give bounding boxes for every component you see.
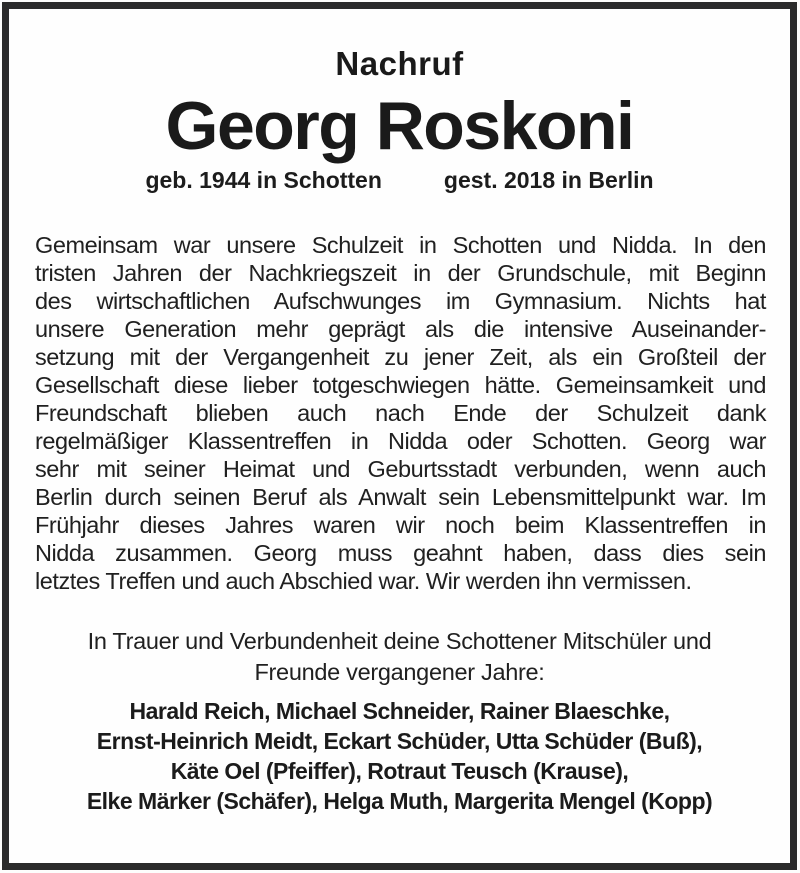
mourners-name-line: Elke Märker (Schäfer), Helga Muth, Margerita Mengel (Kopp) xyxy=(86,787,713,814)
body-text-line: Gemeinsam war unsere Schulzeit in Schotten und Nidda. In den xyxy=(35,231,766,258)
closing-message xyxy=(39,626,760,688)
body-text-line: setzung mit der Vergangenheit zu jener Zeit, als ein Großteil der xyxy=(35,343,766,370)
body-text-line: letztes Treffen und auch Abschied war. Wir werden ihn vermissen. xyxy=(35,567,692,594)
deceased-name-heading: Georg Roskoni xyxy=(165,88,634,164)
mourners-name-list xyxy=(19,696,780,816)
mourners-name-line: Harald Reich, Michael Schneider, Rainer Blaeschke, xyxy=(129,697,670,724)
mourners-name-line: Käte Oel (Pfeiffer), Rotraut Teusch (Krause), xyxy=(170,757,629,784)
body-text-line: Nidda zusammen. Georg muss geahnt haben, dass dies sein xyxy=(35,539,766,566)
obituary-type-heading: Nachruf xyxy=(335,45,464,82)
body-text-line: unsere Generation mehr geprägt als die intensive Auseinander- xyxy=(35,315,766,342)
body-text-line: Frühjahr dieses Jahres waren wir noch beim Klassentreffen in xyxy=(35,511,766,538)
obituary-body-text xyxy=(35,231,766,595)
life-dates-row xyxy=(9,167,790,194)
obituary-border-frame xyxy=(2,2,797,870)
body-text-line: tristen Jahren der Nachkriegszeit in der Grundschule, mit Beginn xyxy=(35,259,766,286)
closing-message-line: In Trauer und Verbundenheit deine Schottener Mitschüler und xyxy=(87,627,712,654)
death-info: gest. 2018 in Berlin xyxy=(443,166,654,193)
body-text-line: Freundschaft blieben auch nach Ende der Schulzeit dank xyxy=(35,399,766,426)
body-text-line: Berlin durch seinen Beruf als Anwalt sein Lebensmittelpunkt war. Im xyxy=(35,483,766,510)
body-text-line: Gesellschaft diese lieber totgeschwiegen hätte. Gemeinsamkeit und xyxy=(35,371,766,398)
mourners-name-line: Ernst-Heinrich Meidt, Eckart Schüder, Utta Schüder (Buß), xyxy=(96,727,703,754)
body-text-line: des wirtschaftlichen Aufschwunges im Gymnasium. Nichts hat xyxy=(35,287,766,314)
closing-message-line: Freunde vergangener Jahre: xyxy=(254,658,545,685)
birth-info: geb. 1944 in Schotten xyxy=(145,166,382,193)
body-text-line: regelmäßiger Klassentreffen in Nidda oder Schotten. Georg war xyxy=(35,427,766,454)
body-text-line: sehr mit seiner Heimat und Geburtsstadt verbunden, wenn auch xyxy=(35,455,766,482)
